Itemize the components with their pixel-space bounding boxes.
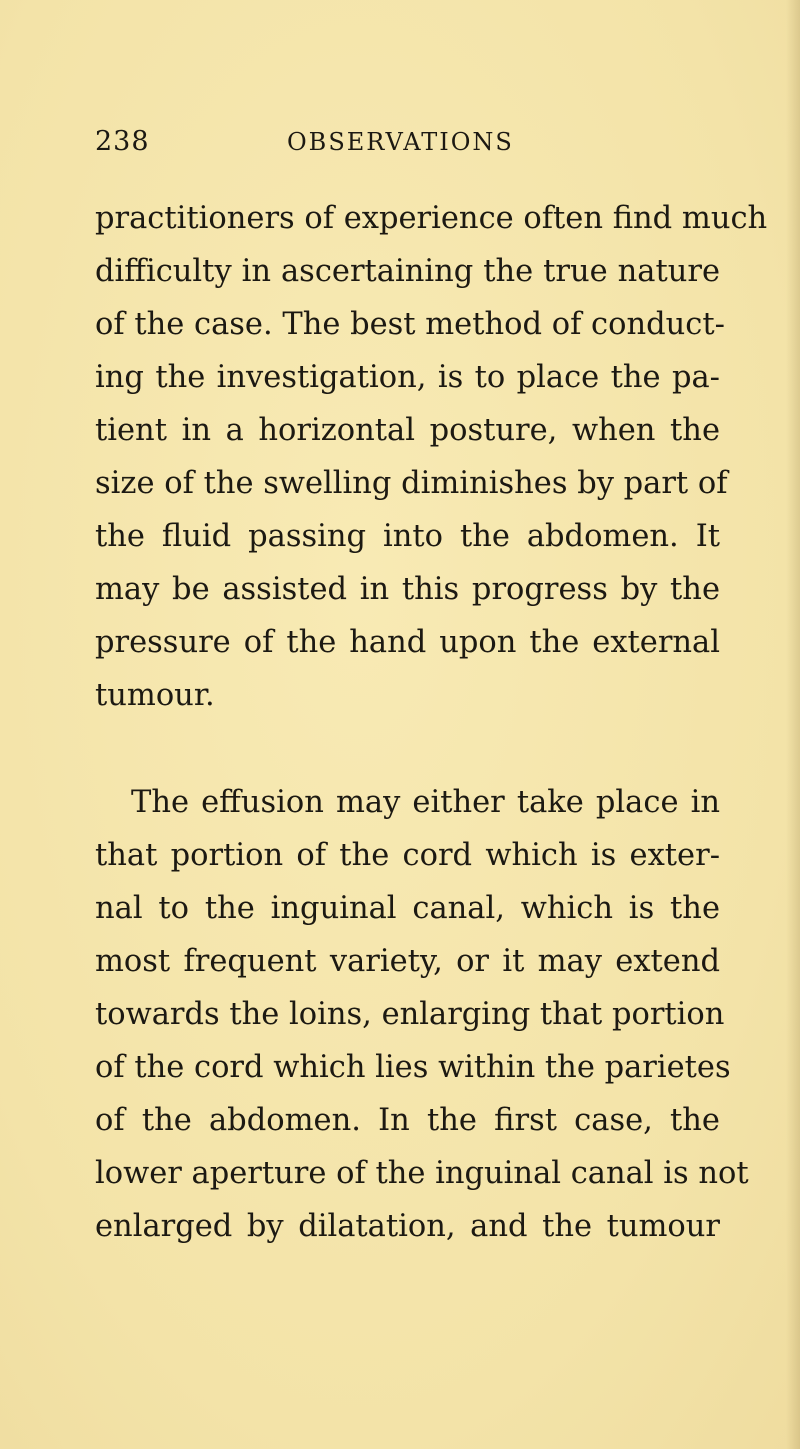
text-line: The effusion may either take place in (131, 785, 720, 820)
text-line: that portion of the cord which is exter- (95, 838, 720, 873)
text-line: tumour. (95, 678, 215, 713)
paragraph-2 (95, 776, 749, 1253)
text-line: size of the swelling diminishes by part of (95, 466, 728, 501)
text-line: most frequent variety, or it may extend (95, 944, 720, 979)
text-line: of the cord which lies within the parietes (95, 1050, 731, 1085)
text-line: towards the loins, enlarging that portion (95, 997, 725, 1032)
text-line: of the case. The best method of conduct- (95, 307, 725, 342)
text-line: practitioners of experience often find much (95, 201, 768, 236)
text-line: ing the investigation, is to place the pa- (95, 360, 720, 395)
text-line: enlarged by dilatation, and the tumour (95, 1209, 720, 1244)
text-line: may be assisted in this progress by the (95, 572, 720, 607)
body-text (95, 192, 768, 1253)
text-line: nal to the inguinal canal, which is the (95, 891, 720, 926)
text-line: of the abdomen. In the first case, the (95, 1103, 720, 1138)
page-number: 238 (95, 126, 150, 157)
text-line: tient in a horizontal posture, when the (95, 413, 720, 448)
text-line: difficulty in ascertaining the true nature (95, 254, 720, 289)
paragraph-1 (95, 192, 768, 722)
page-header (95, 126, 715, 166)
page-edge-shadow (786, 0, 800, 1449)
text-line: lower aperture of the inguinal canal is not (95, 1156, 749, 1191)
paragraph-gap (95, 722, 720, 776)
running-head: OBSERVATIONS (287, 128, 514, 156)
text-line: pressure of the hand upon the external (95, 625, 720, 660)
text-line: the fluid passing into the abdomen. It (95, 519, 720, 554)
